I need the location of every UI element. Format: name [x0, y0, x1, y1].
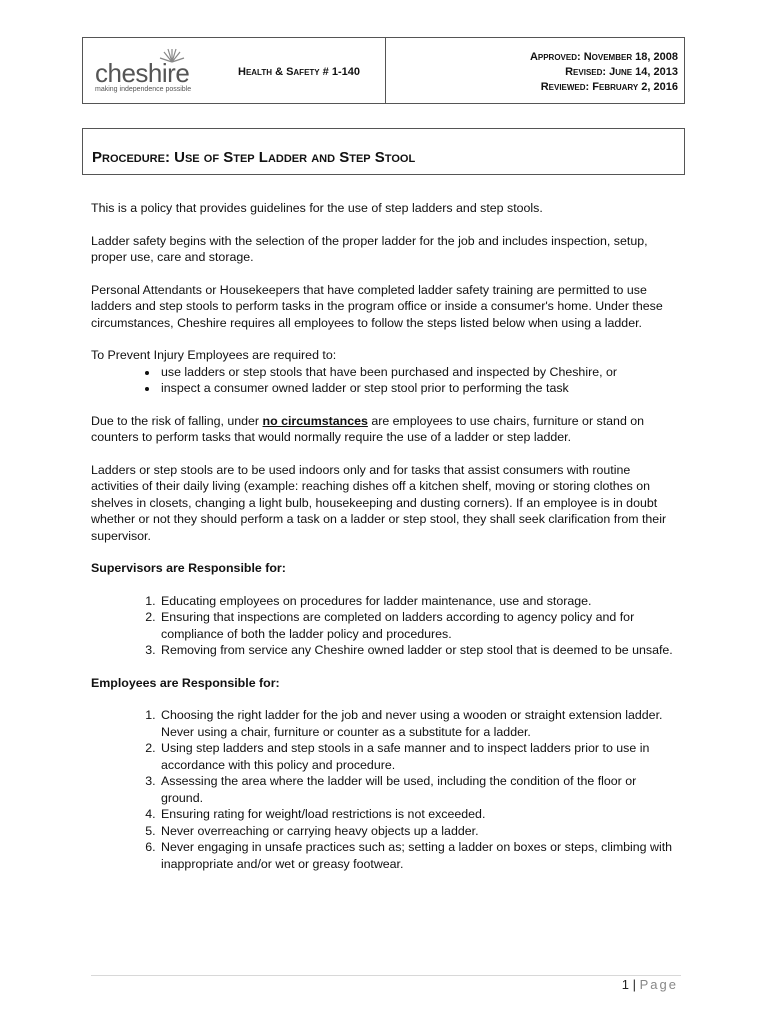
list-item: 5. Never overreaching or carrying heavy objects up a ladder. [159, 823, 681, 840]
list-item: 1. Choosing the right ladder for the job and never using a wooden or straight extension ladder. Never using a chair, furniture or counter as a substitute for a ladder. [159, 707, 681, 740]
list-item: 2. Using step ladders and step stools in a safe manner and to inspect ladders prior to use in accordance with this policy and procedure. [159, 740, 681, 773]
cheshire-logo [93, 46, 203, 96]
list-item: 3. Assessing the area where the ladder will be used, including the condition of the floor or ground. [159, 773, 681, 806]
header-divider [385, 38, 386, 103]
document-dates [530, 50, 678, 95]
list-item: 2. Ensuring that inspections are completed on ladders according to agency policy and for compliance of both the ladder policy and procedures. [159, 609, 681, 642]
list-item: • use ladders or step stools that have been purchased and inspected by Cheshire, or [159, 364, 681, 381]
page-separator: | [632, 977, 636, 992]
prevent-injury-list [91, 364, 681, 397]
procedure-title-box [82, 128, 685, 175]
procedure-title: Procedure: Use of Step Ladder and Step Stool [92, 149, 416, 166]
revised-date: Revised: June 14, 2013 [565, 66, 678, 78]
logo-wordmark: cheshire [95, 58, 190, 88]
page-label: Page [639, 977, 678, 992]
reviewed-date: Reviewed: February 2, 2016 [540, 81, 678, 93]
list-item: • inspect a consumer owned ladder or step stool prior to performing the task [159, 380, 681, 397]
paragraph-prevent-injury: To Prevent Injury Employees are required to: [91, 348, 337, 362]
list-item: 6. Never engaging in unsafe practices such as; setting a ladder on boxes or steps, climbing with inappropriate and/or wet or greasy footwear. [159, 839, 681, 872]
footer-divider [91, 975, 681, 976]
logo-tagline: making independence possible [95, 86, 192, 93]
list-item: 4. Ensuring rating for weight/load restrictions is not exceeded. [159, 806, 681, 823]
list-item: 3. Removing from service any Cheshire owned ladder or step stool that is deemed to be unsafe. [159, 642, 681, 659]
paragraph-ladder-safety: Ladder safety begins with the selection of the proper ladder for the job and includes inspection, setup, proper use, care and storage. [91, 233, 648, 264]
falling-risk-text-end: are employees to use chairs, furniture or stand on counters to perform tasks that would normally require the use of a ladder or step ladder. [91, 413, 645, 444]
employees-list [91, 707, 681, 872]
supervisors-heading: Supervisors are Responsible for: [91, 561, 286, 575]
falling-risk-text-start: Due to the risk of falling, under [91, 413, 263, 428]
employees-heading: Employees are Responsible for: [91, 675, 280, 690]
document-number: Health & Safety # 1-140 [238, 66, 360, 78]
paragraph-intro: This is a policy that provides guidelines for the use of step ladders and step stools. [91, 201, 543, 215]
paragraph-attendants: Personal Attendants or Housekeepers that have completed ladder safety training are permitted to use ladders and step stools to perform tasks in the program office or inside a consumer's home. Under these circumstances, Cheshire requires all employees to follow the steps listed below when using a ladder. [91, 282, 663, 330]
header-table [82, 37, 685, 104]
paragraph-falling-risk [91, 413, 681, 446]
supervisors-list [91, 593, 681, 659]
document-body [91, 200, 681, 888]
list-item: 1. Educating employees on procedures for ladder maintenance, use and storage. [159, 593, 681, 610]
no-circumstances-emphasis: no circumstances [262, 413, 368, 428]
approved-date: Approved: November 18, 2008 [529, 51, 678, 63]
page-footer [622, 977, 678, 992]
paragraph-indoor-use: Ladders or step stools are to be used indoors only and for tasks that assist consumers with routine activities of their daily living (example: reaching dishes off a kitchen shelf, moving or storing clothes on shelves in closets, changing a light bulb, housekeeping and dusting corners). If an employee is in doubt whether or not they should perform a task on a ladder or step stool, they shall seek clarification from their supervisor. [91, 462, 667, 543]
page-number: 1 [621, 977, 629, 992]
